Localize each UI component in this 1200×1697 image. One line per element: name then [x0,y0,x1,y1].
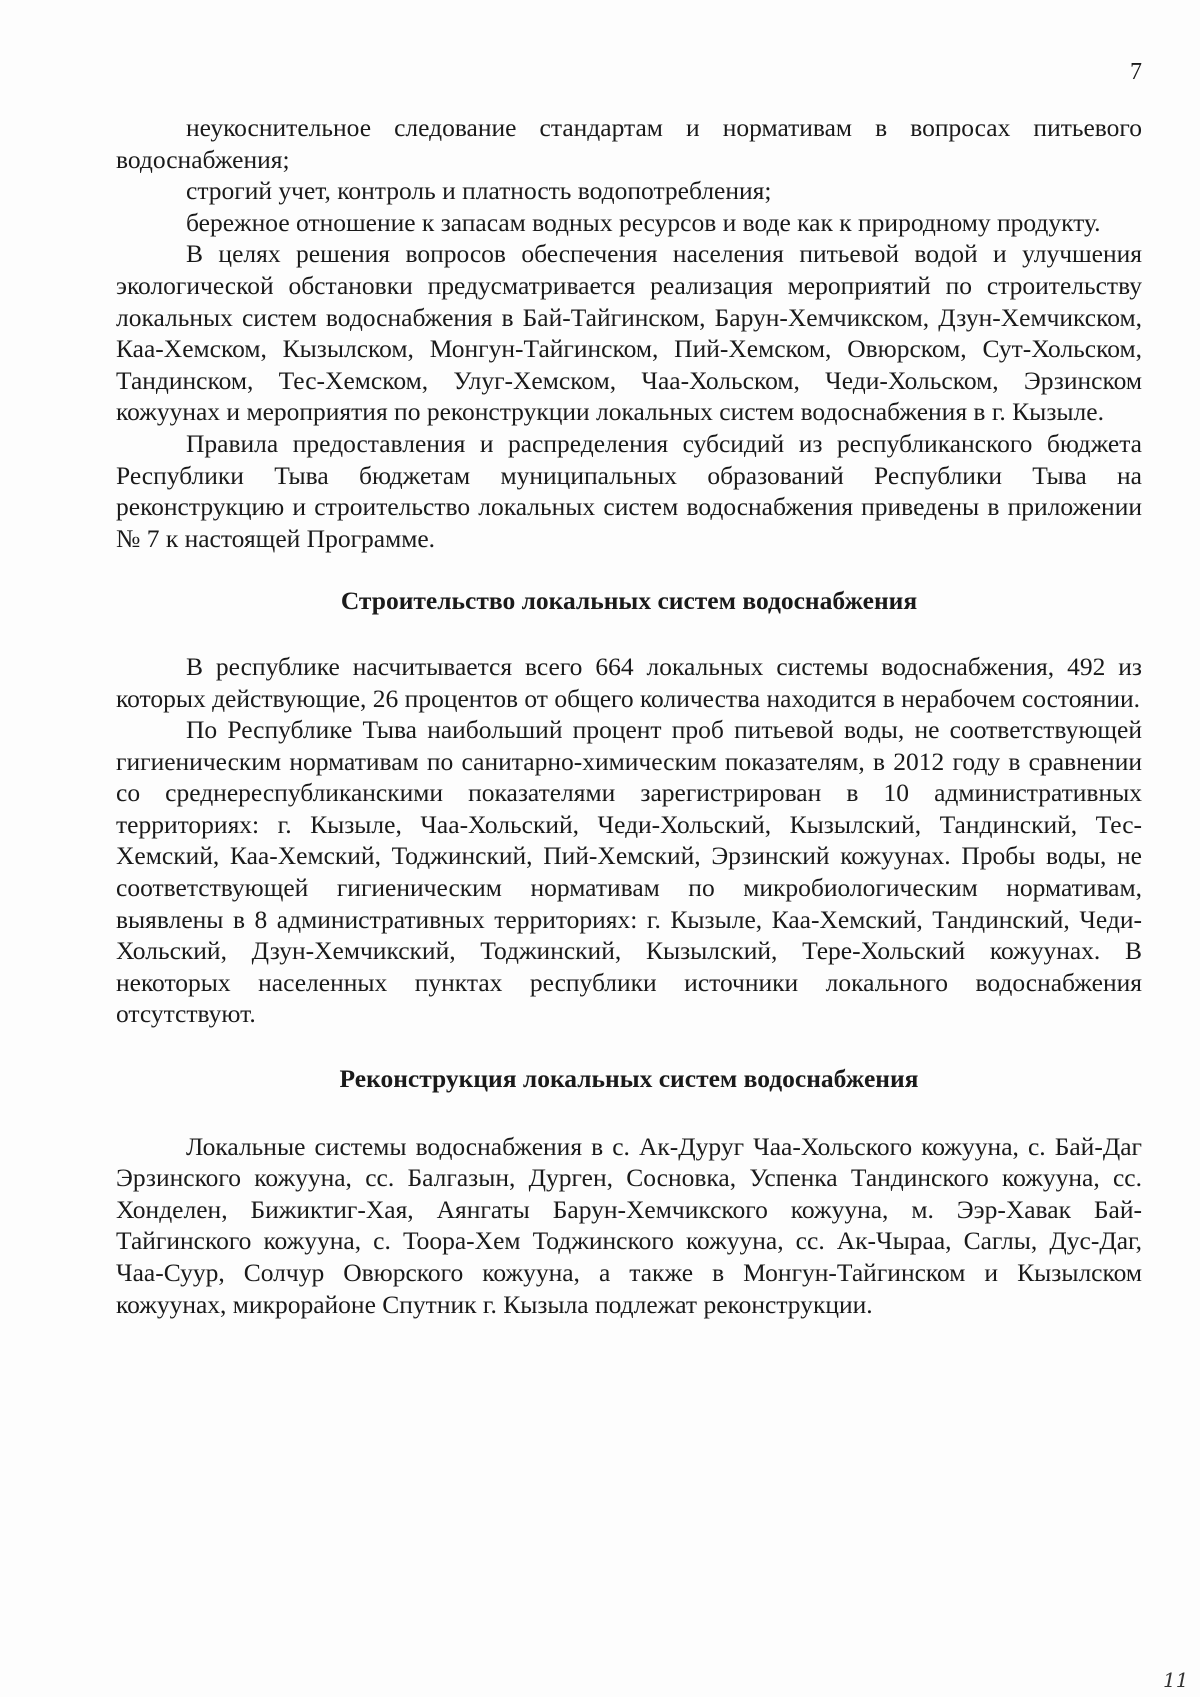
page-number: 7 [1130,59,1142,85]
paragraph-subsidy-rules: Правила предоставления и распределения субсидий из республиканского бюджета Республики Тыва бюджетам муниципальных образований Республики Тыва на реконструкцию и строительство локальных систем водоснабжения приведены в приложении № 7 к настоящей Программе. [116,428,1142,553]
paragraph-measures: В целях решения вопросов обеспечения населения питьевой водой и улучшения экологической обстановки предусматривается реализация мероприятий по строительству локальных систем водоснабжения в Бай-Тайгинском, Барун-Хемчикском, Дзун-Хемчикском, Каа-Хемском, Кызылском, Монгун-Тайгинском, Пий-Хемском, Овюрском, Сут-Хольском, Тандинском, Тес-Хемском, Улуг-Хемском, Чаа-Хольском, Чеди-Хольском, Эрзинском кожуунах и мероприятия по реконструкции локальных систем водоснабжения в г. Кызыле. [116,239,1142,427]
paragraph-standards: неукоснительное следование стандартам и нормативам в вопросах питьевого водоснабжения; [116,113,1142,174]
paragraph-reconstruction-list: Локальные системы водоснабжения в с. Ак-Дуруг Чаа-Хольского кожууна, с. Бай-Даг Эрзинского кожууна, сс. Балгазын, Дурген, Сосновка, Успенка Тандинского кожууна, сс. Хонделен, Бижиктиг-Хая, Аянгаты Барун-Хемчикского кожууна, м. Ээр-Хавак Бай-Тайгинского кожууна, с. Тоора-Хем Тоджинского кожууна, сс. Ак-Чыраа, Саглы, Дус-Даг, Чаа-Суур, Солчур Овюрского кожууна, а также в Монгун-Тайгинском и Кызылском кожуунах, микрорайоне Спутник г. Кызыла подлежат реконструкции. [116,1131,1142,1319]
page-content [116,112,1142,1320]
section-heading-construction: Строительство локальных систем водоснабжения [340,586,918,616]
paragraph-water-samples: По Республике Тыва наибольший процент проб питьевой воды, не соответствующей гигиеническим нормативам по санитарно-химическим показателям, в 2012 году в сравнении со среднереспубликанскими показателями зарегистрирован в 10 административных территориях: г. Кызыле, Чаа-Хольский, Чеди-Хольский, Кызылский, Тандинский, Тес-Хемский, Каа-Хемский, Тоджинский, Пий-Хемский, Эрзинский кожуунах. Пробы воды, не соответствующей гигиеническим нормативам по микробиологическим нормативам, выявлены в 8 административных территориях: г. Кызыле, Каа-Хемский, Тандинский, Чеди-Хольский, Дзун-Хемчикский, Тоджинский, Кызылский, Тере-Хольский кожуунах. В некоторых населенных пунктах республики источники локального водоснабжения отсутствуют. [116,715,1142,1029]
handwritten-page-mark: 11 [1163,1668,1189,1692]
section-heading-reconstruction: Реконструкция локальных систем водоснабжения [339,1064,919,1094]
paragraph-systems-count: В республике насчитывается всего 664 локальных системы водоснабжения, 492 из которых действующие, 26 процентов от общего количества находится в нерабочем состоянии. [116,651,1142,713]
paragraph-resources: бережное отношение к запасам водных ресурсов и воде как к природному продукту. [186,207,1101,237]
paragraph-accounting: строгий учет, контроль и платность водопотребления; [186,176,772,206]
